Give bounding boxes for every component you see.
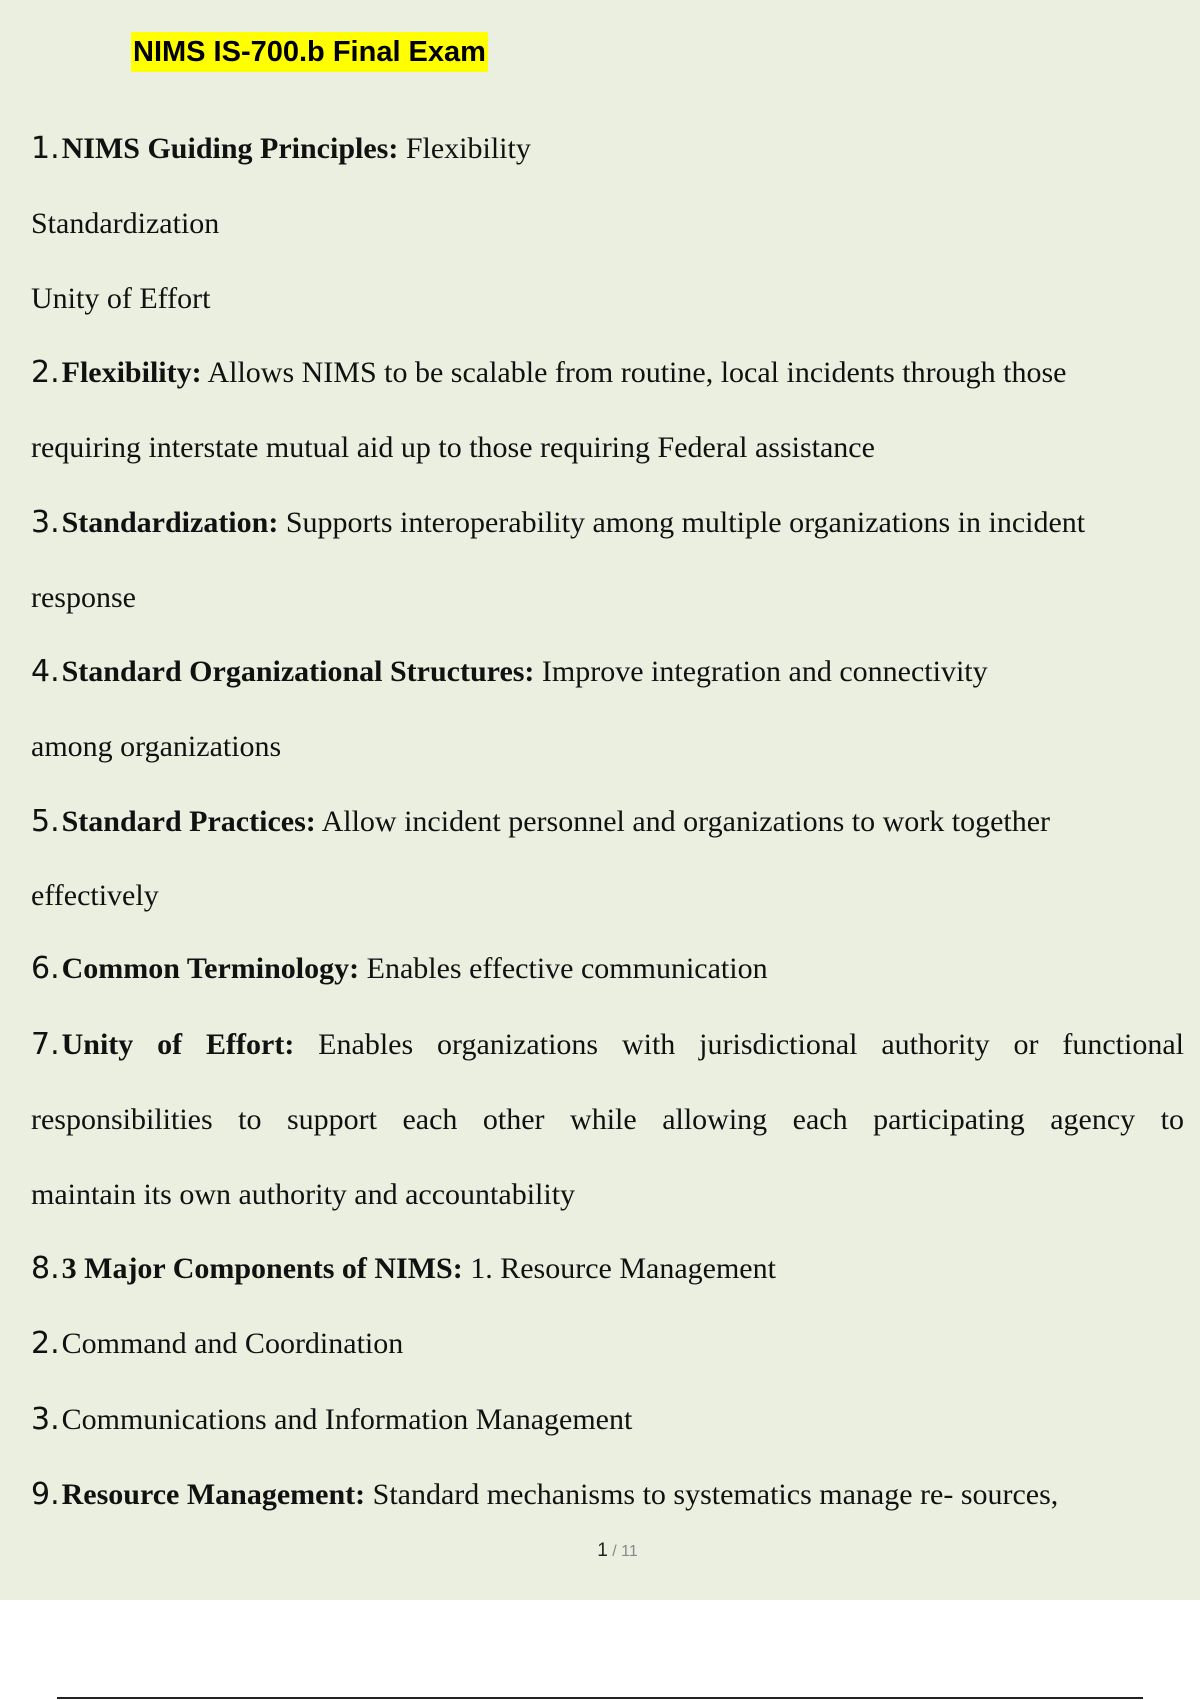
item-number: 3. (31, 505, 60, 540)
item-number: 4. (31, 654, 60, 689)
item-line (31, 578, 136, 618)
item-text: Standardization (31, 207, 220, 240)
item-term: Common Terminology: (61, 952, 360, 985)
item-text: responsibilities to support each other while allowing each participating agency to (31, 1103, 1184, 1136)
item-line (31, 1249, 776, 1289)
item-line (31, 428, 875, 468)
item-number: 1. (31, 131, 60, 166)
item-term: 3 Major Components of NIMS: (61, 1252, 463, 1285)
item-text: Standard mechanisms to systematics manage re- sources, (365, 1478, 1059, 1511)
item-line (31, 1324, 403, 1364)
item-text: Communications and Information Management (61, 1403, 633, 1436)
item-term: Resource Management: (61, 1478, 366, 1511)
item-text: Allows NIMS to be scalable from routine, local incidents through those (201, 356, 1067, 389)
item-text: Enables organizations with jurisdictional authority or functional (294, 1028, 1184, 1061)
item-number: 6. (31, 951, 60, 986)
page-current: 1 (597, 1540, 608, 1561)
item-number: 7. (31, 1027, 60, 1062)
item-number: 2. (31, 355, 60, 390)
item-number: 5. (31, 804, 60, 839)
item-line (31, 129, 531, 169)
item-line (31, 1100, 1184, 1140)
item-line (31, 1175, 575, 1215)
item-line (31, 1400, 632, 1440)
item-text: Flexibility (398, 132, 531, 165)
item-number: 8. (31, 1251, 60, 1286)
item-text: 1. Resource Management (462, 1252, 776, 1285)
item-term: Standardization: (61, 506, 279, 539)
item-text: Allow incident personnel and organizations to work together (315, 805, 1051, 838)
item-line (31, 727, 281, 767)
item-text: maintain its own authority and accountability (31, 1178, 576, 1211)
item-term: Standard Practices: (61, 805, 316, 838)
item-text: among organizations (31, 730, 282, 763)
item-line (31, 279, 210, 319)
item-line (31, 1475, 1058, 1515)
item-line (31, 1025, 1184, 1065)
item-text: Enables effective communication (359, 952, 768, 985)
item-term: NIMS Guiding Principles: (61, 132, 399, 165)
item-text: Improve integration and connectivity (534, 655, 988, 688)
page-number (0, 1540, 1200, 1562)
item-line (31, 353, 1066, 393)
item-line (31, 652, 988, 692)
document-title: NIMS IS-700.b Final Exam (131, 32, 488, 72)
item-text: response (31, 581, 136, 614)
item-line (31, 876, 159, 916)
item-term: Unity of Effort: (61, 1028, 295, 1061)
item-text: Command and Coordination (61, 1327, 404, 1360)
item-line (31, 949, 768, 989)
item-text: Supports interoperability among multiple organizations in incident (278, 506, 1086, 539)
item-term: Flexibility: (61, 356, 202, 389)
item-number: 2. (31, 1326, 60, 1361)
item-number: 3. (31, 1402, 60, 1437)
item-text: effectively (31, 879, 159, 912)
page-total: / 11 (607, 1543, 638, 1560)
item-term: Standard Organizational Structures: (61, 655, 535, 688)
item-line (31, 204, 219, 244)
page-divider (57, 1697, 1143, 1699)
item-line (31, 503, 1085, 543)
item-text: requiring interstate mutual aid up to those requiring Federal assistance (31, 431, 875, 464)
item-text: Unity of Effort (31, 282, 211, 315)
item-line (31, 802, 1050, 842)
item-number: 9. (31, 1477, 60, 1512)
